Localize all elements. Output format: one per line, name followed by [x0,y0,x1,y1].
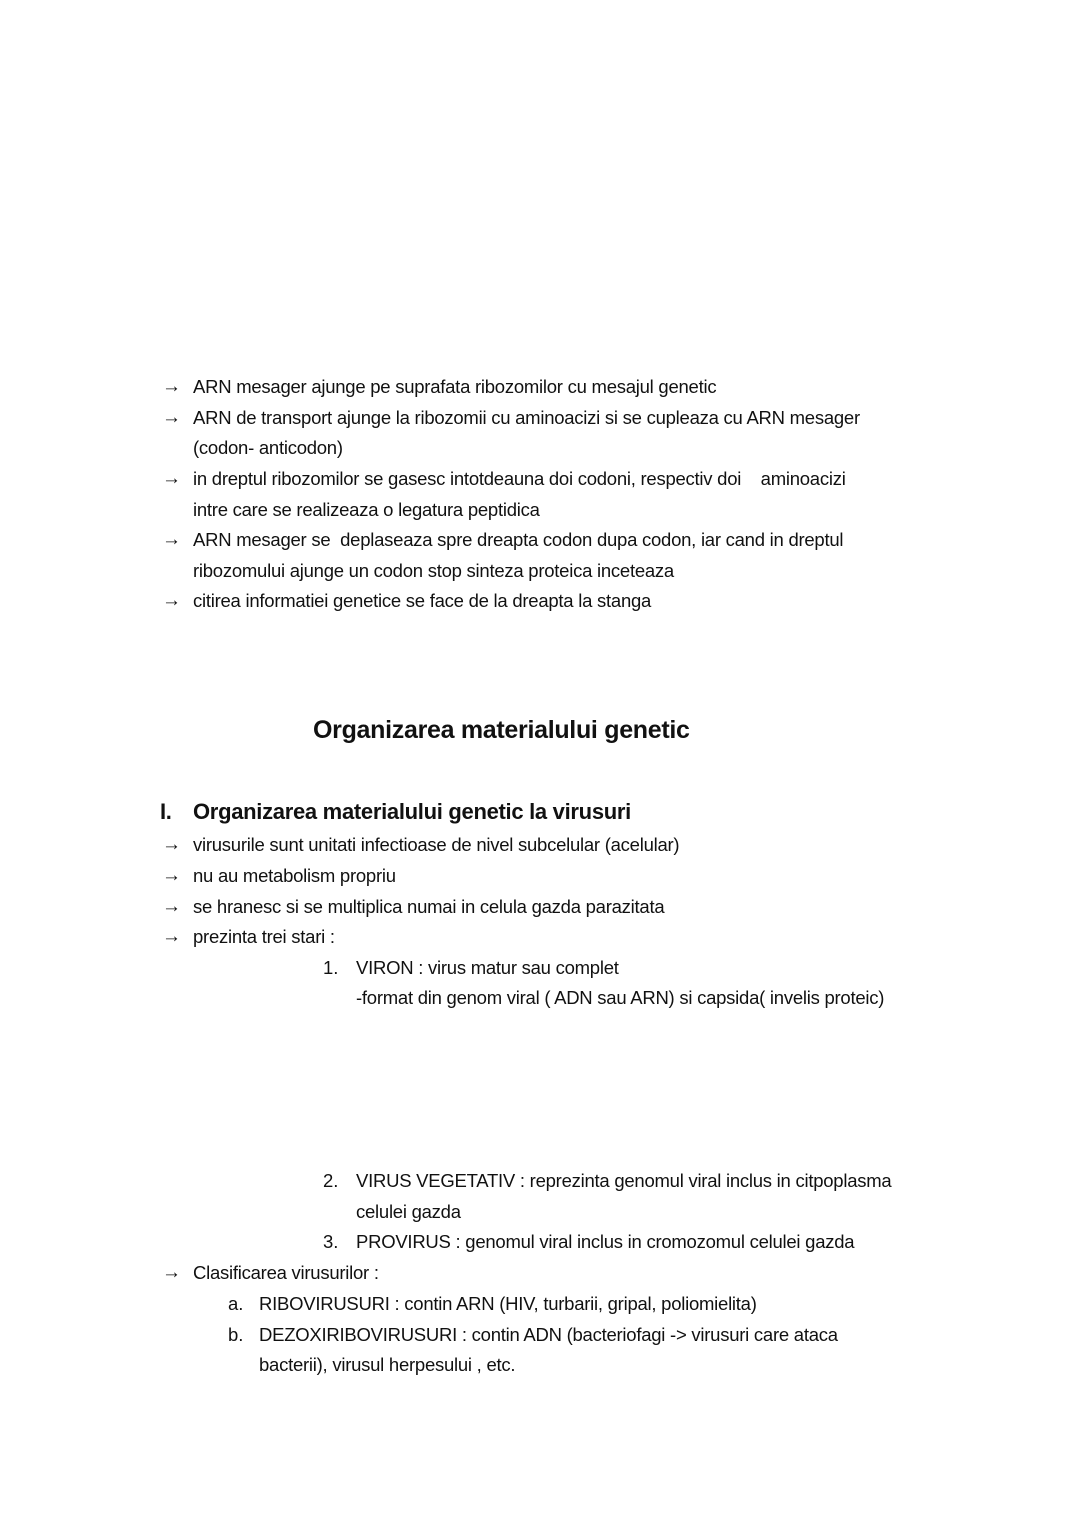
arrow-icon: → [162,529,181,550]
list-number: 3. [323,1231,339,1252]
bullet-text: citirea informatiei genetice se face de la dreapta la stanga [193,590,652,611]
bullet-text: prezinta trei stari : [193,926,335,947]
arrow-icon: → [162,834,181,855]
bullet-text: se hranesc si se multiplica numai in celula gazda parazitata [193,896,665,917]
arrow-icon: → [162,590,181,611]
list-text: DEZOXIRIBOVIRUSURI : contin ADN (bacteriofagi -> virusuri care ataca [259,1324,838,1345]
arrow-icon: → [162,376,181,397]
list-text: VIRUS VEGETATIV : reprezinta genomul viral inclus in citpoplasma [356,1170,892,1191]
bullet-text: virusurile sunt unitati infectioase de nivel subcelular (acelular) [193,834,680,855]
list-text: PROVIRUS : genomul viral inclus in cromozomul celulei gazda [356,1231,855,1252]
section-heading: Organizarea materialului genetic la virusuri [193,799,631,824]
arrow-icon: → [162,865,181,886]
list-text: VIRON : virus matur sau complet [356,957,619,978]
arrow-icon: → [162,926,181,947]
list-text: -format din genom viral ( ADN sau ARN) si capsida( invelis proteic) [356,987,885,1008]
list-number: 2. [323,1170,339,1191]
arrow-icon: → [162,1262,181,1283]
bullet-text: nu au metabolism propriu [193,865,396,886]
list-letter: a. [228,1293,244,1314]
bullet-text: ARN de transport ajunge la ribozomii cu aminoacizi si se cupleaza cu ARN mesager [193,407,860,428]
bullet-text: (codon- anticodon) [193,437,343,458]
arrow-icon: → [162,468,181,489]
list-text: RIBOVIRUSURI : contin ARN (HIV, turbarii, gripal, poliomielita) [259,1293,757,1314]
arrow-icon: → [162,407,181,428]
list-number: 1. [323,957,339,978]
bullet-text: ARN mesager se deplaseaza spre dreapta codon dupa codon, iar cand in dreptul [193,529,844,550]
arrow-icon: → [162,896,181,917]
page-title: Organizarea materialului genetic [313,716,690,744]
bullet-text: in dreptul ribozomilor se gasesc intotdeauna doi codoni, respectiv doi aminoacizi [193,468,846,489]
bullet-text: Clasificarea virusurilor : [193,1262,379,1283]
list-letter: b. [228,1324,244,1345]
bullet-text: intre care se realizeaza o legatura peptidica [193,499,540,520]
list-text: celulei gazda [356,1201,461,1222]
heading-number: I. [160,799,172,824]
bullet-text: ribozomului ajunge un codon stop sinteza proteica inceteaza [193,560,674,581]
list-text: bacterii), virusul herpesului , etc. [259,1354,516,1375]
bullet-text: ARN mesager ajunge pe suprafata ribozomilor cu mesajul genetic [193,376,717,397]
